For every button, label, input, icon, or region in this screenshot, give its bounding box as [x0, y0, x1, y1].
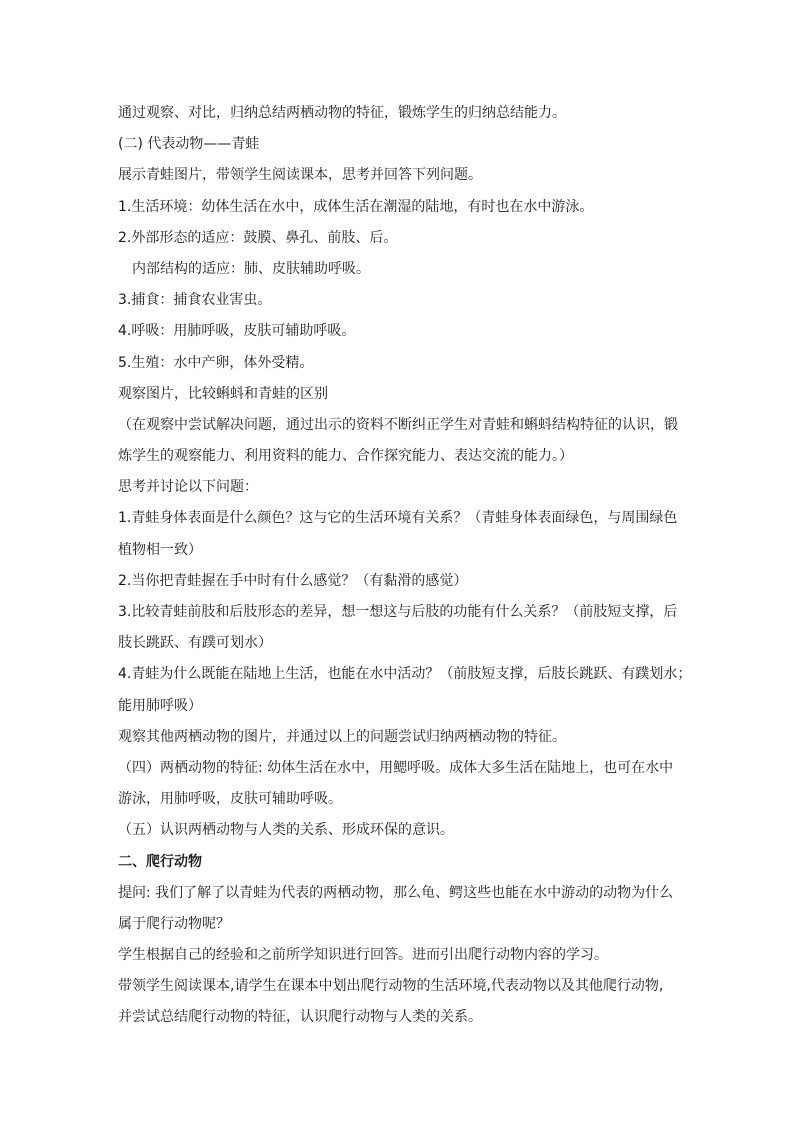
- question-item: 2.当你把青蛙握在手中时有什么感觉？（有黏滑的感觉）: [118, 572, 468, 589]
- text-line: 展示青蛙图片，带领学生阅读课本，思考并回答下列问题。: [118, 167, 482, 184]
- question-item-continuation: 植物相一致）: [118, 541, 202, 558]
- list-item: 2.外部形态的适应：鼓膜、鼻孔、前肢、后。: [118, 229, 398, 246]
- list-item: 5.生殖：水中产卵，体外受精。: [118, 354, 314, 371]
- text-line: 观察图片，比较蝌蚪和青蛙的区别: [118, 385, 328, 402]
- question-item: 1.青蛙身体表面是什么颜色？这与它的生活环境有关系？（青蛙身体表面绿色，与周围绿色: [118, 510, 678, 527]
- question-item: 3.比较青蛙前肢和后肢形态的差异，想一想这与后肢的功能有什么关系？（前肢短支撑，后: [118, 604, 678, 620]
- text-line: （五）认识两栖动物与人类的关系、形成环保的意识。: [118, 822, 454, 839]
- text-line: 炼学生的观察能力、利用资料的能力、合作探究能力、表达交流的能力。）: [118, 448, 573, 465]
- list-item-continuation: 内部结构的适应：肺、皮肤辅助呼吸。: [132, 260, 370, 277]
- text-line: 游泳，用肺呼吸，皮肤可辅助呼吸。: [118, 791, 342, 808]
- text-line: 思考并讨论以下问题：: [118, 479, 258, 496]
- text-line: 带领学生阅读课本,请学生在课本中划出爬行动物的生活环境,代表动物以及其他爬行动物,: [118, 978, 664, 995]
- list-item: 1.生活环境：幼体生活在水中，成体生活在潮湿的陆地，有时也在水中游泳。: [118, 198, 594, 215]
- text-line: （四）两栖动物的特征: 幼体生活在水中，用鳃呼吸。成体大多生活在陆地上，也可在水中: [118, 759, 674, 776]
- text-line: 提问: 我们了解了以青蛙为代表的两栖动物，那么龟、鳄这些也能在水中游动的动物为什么: [118, 884, 674, 901]
- list-item: 4.呼吸：用肺呼吸，皮肤可辅助呼吸。: [118, 323, 356, 340]
- section-heading-bold: 二、爬行动物: [118, 853, 202, 870]
- text-line: 属于爬行动物呢？: [118, 915, 230, 932]
- text-line: 观察其他两栖动物的图片，并通过以上的问题尝试归纳两栖动物的特征。: [118, 728, 566, 745]
- section-heading: (二) 代表动物——青蛙: [118, 136, 260, 153]
- question-item-continuation: 肢长跳跃、有蹼可划水）: [118, 635, 272, 652]
- document-page: [118, 98, 692, 1034]
- text-line: 学生根据自己的经验和之前所学知识进行回答。进而引出爬行动物内容的学习。: [118, 947, 608, 964]
- text-line: 通过观察、对比，归纳总结两栖动物的特征，锻炼学生的归纳总结能力。: [118, 105, 566, 121]
- text-line: 并尝试总结爬行动物的特征，认识爬行动物与人类的关系。: [118, 1009, 482, 1026]
- question-item-continuation: 能用肺呼吸）: [118, 697, 202, 714]
- question-item: 4.青蛙为什么既能在陆地上生活，也能在水中活动？（前肢短支撑，后肢长跳跃、有蹼划水；: [118, 666, 692, 683]
- text-line: （在观察中尝试解决问题，通过出示的资料不断纠正学生对青蛙和蝌蚪结构特征的认识，锻: [118, 416, 678, 433]
- list-item: 3.捕食：捕食农业害虫。: [118, 292, 272, 309]
